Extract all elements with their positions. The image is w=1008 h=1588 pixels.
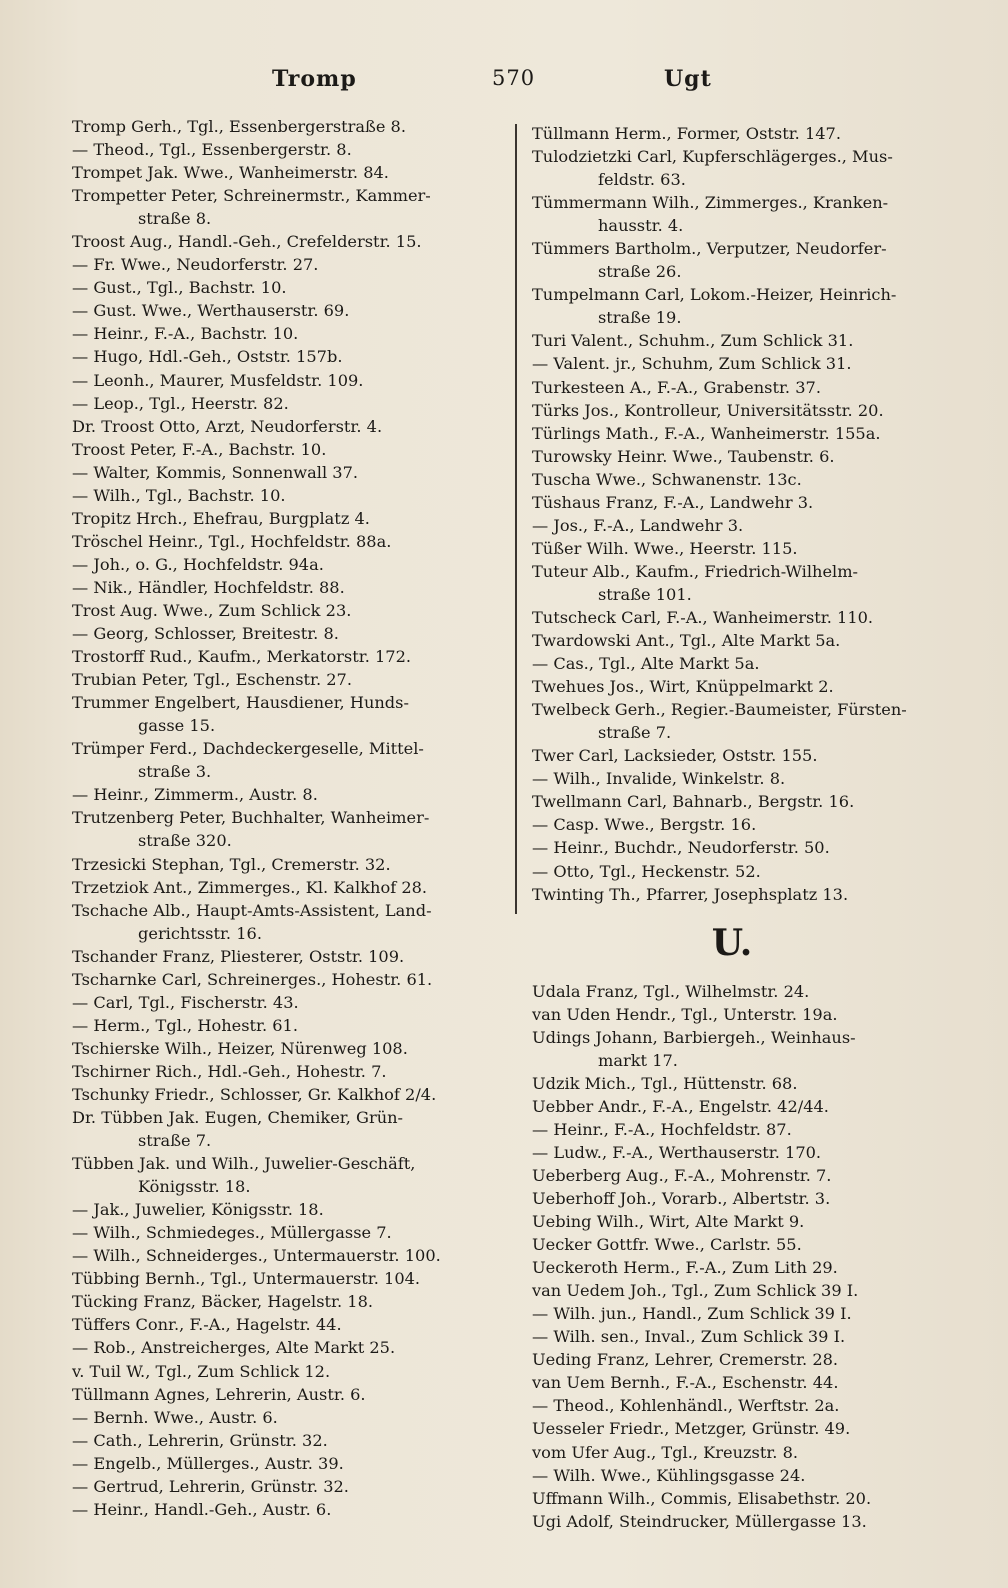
directory-entry: — Theod., Tgl., Essenbergerstr. 8.: [72, 140, 352, 160]
directory-entry: — Cas., Tgl., Alte Markt 5a.: [532, 654, 760, 674]
directory-entry: Tümmermann Wilh., Zimmerges., Kranken-: [532, 193, 889, 213]
directory-entry: Uebing Wilh., Wirt, Alte Markt 9.: [532, 1212, 805, 1232]
directory-entry: v. Tuil W., Tgl., Zum Schlick 12.: [72, 1361, 331, 1381]
directory-entry: van Uem Bernh., F.-A., Eschenstr. 44.: [532, 1373, 839, 1393]
directory-entry: Uecker Gottfr. Wwe., Carlstr. 55.: [532, 1235, 802, 1255]
directory-entry: — Leop., Tgl., Heerstr. 82.: [72, 393, 289, 413]
directory-entry: Dr. Tübben Jak. Eugen, Chemiker, Grün-: [72, 1108, 404, 1128]
header-right-catchword: Ugt: [664, 66, 712, 92]
directory-entry: Trummer Engelbert, Hausdiener, Hunds-: [72, 693, 409, 713]
directory-entry: Tschander Franz, Pliesterer, Oststr. 109.: [72, 946, 405, 966]
directory-entry: Tüffers Conr., F.-A., Hagelstr. 44.: [72, 1315, 342, 1335]
directory-entry: — Heinr., Zimmerm., Austr. 8.: [72, 785, 318, 805]
directory-entry: Trzetziok Ant., Zimmerges., Kl. Kalkhof 28.: [72, 877, 428, 897]
directory-entry-continuation: markt 17.: [598, 1050, 678, 1070]
directory-entry-continuation: straße 26.: [598, 262, 682, 282]
directory-entry: Turi Valent., Schuhm., Zum Schlick 31.: [532, 331, 854, 351]
directory-entry: — Wilh., Invalide, Winkelstr. 8.: [532, 769, 786, 789]
directory-entry: Tschirner Rich., Hdl.-Geh., Hohestr. 7.: [72, 1061, 387, 1081]
directory-entry: — Wilh., Schmiedeges., Müllergasse 7.: [72, 1223, 392, 1243]
directory-entry: Tübben Jak. und Wilh., Juwelier-Geschäft,: [72, 1154, 416, 1174]
directory-entry: — Casp. Wwe., Bergstr. 16.: [532, 815, 757, 835]
directory-entry: vom Ufer Aug., Tgl., Kreuzstr. 8.: [532, 1442, 799, 1462]
directory-entry: — Wilh. jun., Handl., Zum Schlick 39 I.: [532, 1304, 852, 1324]
directory-entry: Tüßer Wilh. Wwe., Heerstr. 115.: [532, 538, 798, 558]
directory-entry: — Otto, Tgl., Heckenstr. 52.: [532, 861, 761, 881]
directory-entry: Tropitz Hrch., Ehefrau, Burgplatz 4.: [72, 508, 370, 528]
directory-entry: — Gust., Tgl., Bachstr. 10.: [72, 278, 287, 298]
directory-entry-continuation: hausstr. 4.: [598, 216, 684, 236]
directory-entry: Trostorff Rud., Kaufm., Merkatorstr. 172.: [72, 647, 412, 667]
directory-entry: Trzesicki Stephan, Tgl., Cremerstr. 32.: [72, 854, 391, 874]
directory-entry: Tüllmann Herm., Former, Oststr. 147.: [532, 124, 841, 143]
directory-entry: Tulodzietzki Carl, Kupferschlägerges., Mus-: [532, 147, 893, 167]
directory-entry-continuation: gasse 15.: [138, 716, 216, 736]
directory-entry: Tüllmann Agnes, Lehrerin, Austr. 6.: [72, 1384, 366, 1404]
directory-entry: Udings Johann, Barbiergeh., Weinhaus-: [532, 1027, 856, 1047]
directory-entry: Tromp Gerh., Tgl., Essenbergerstraße 8.: [72, 117, 407, 136]
directory-entry: Tscharnke Carl, Schreinerges., Hohestr. 61.: [72, 969, 433, 989]
directory-entry-continuation: straße 101.: [598, 584, 692, 604]
directory-entry: Udzik Mich., Tgl., Hüttenstr. 68.: [532, 1073, 798, 1093]
directory-entry: Trompet Jak. Wwe., Wanheimerstr. 84.: [72, 163, 389, 183]
directory-entry: Tüshaus Franz, F.-A., Landwehr 3.: [532, 492, 814, 512]
directory-entry: Twardowski Ant., Tgl., Alte Markt 5a.: [532, 631, 841, 651]
directory-entry: Trutzenberg Peter, Buchhalter, Wanheimer-: [72, 808, 430, 828]
directory-entry: Ueding Franz, Lehrer, Cremerstr. 28.: [532, 1350, 839, 1370]
directory-entry: Trost Aug. Wwe., Zum Schlick 23.: [72, 600, 352, 620]
directory-entry: Tutscheck Carl, F.-A., Wanheimerstr. 110.: [532, 607, 874, 627]
running-header: [0, 66, 1008, 106]
right-column: [532, 122, 972, 1533]
directory-entry: Uebber Andr., F.-A., Engelstr. 42/44.: [532, 1096, 829, 1116]
directory-entry: — Valent. jr., Schuhm, Zum Schlick 31.: [532, 354, 852, 374]
directory-entry: — Ludw., F.-A., Werthauserstr. 170.: [532, 1142, 822, 1162]
directory-entry: Türks Jos., Kontrolleur, Universitätsstr. 20.: [532, 400, 884, 420]
directory-entry: Tücking Franz, Bäcker, Hagelstr. 18.: [72, 1292, 374, 1312]
directory-entry: — Engelb., Müllerges., Austr. 39.: [72, 1453, 344, 1473]
directory-entry: — Heinr., F.-A., Bachstr. 10.: [72, 324, 299, 344]
directory-entry: — Georg, Schlosser, Breitestr. 8.: [72, 624, 339, 644]
directory-entry: — Jak., Juwelier, Königsstr. 18.: [72, 1200, 324, 1220]
column-divider: [515, 124, 517, 914]
directory-entry: Turkesteen A., F.-A., Grabenstr. 37.: [532, 377, 821, 397]
directory-entry: Twellmann Carl, Bahnarb., Bergstr. 16.: [532, 792, 855, 812]
directory-entry: Twehues Jos., Wirt, Knüppelmarkt 2.: [532, 677, 834, 697]
directory-entry: Dr. Troost Otto, Arzt, Neudorferstr. 4.: [72, 416, 383, 436]
directory-entry: Türlings Math., F.-A., Wanheimerstr. 155a.: [532, 423, 881, 443]
directory-entry: — Heinr., Buchdr., Neudorferstr. 50.: [532, 838, 830, 858]
directory-entry-continuation: straße 19.: [598, 308, 682, 328]
directory-entry: Ugi Adolf, Steindrucker, Müllergasse 13.: [532, 1511, 867, 1531]
directory-entry: Tröschel Heinr., Tgl., Hochfeldstr. 88a.: [72, 531, 392, 551]
directory-entry: Ueckeroth Herm., F.-A., Zum Lith 29.: [532, 1258, 838, 1278]
directory-entry: — Carl, Tgl., Fischerstr. 43.: [72, 992, 299, 1012]
directory-entry: Uesseler Friedr., Metzger, Grünstr. 49.: [532, 1419, 851, 1439]
directory-entry: Tübbing Bernh., Tgl., Untermauerstr. 104.: [72, 1269, 421, 1289]
directory-entry: Ueberhoff Joh., Vorarb., Albertstr. 3.: [532, 1189, 831, 1209]
directory-entry: Tumpelmann Carl, Lokom.-Heizer, Heinrich-: [532, 285, 897, 305]
page-number: 570: [492, 66, 536, 90]
directory-entry: Turowsky Heinr. Wwe., Taubenstr. 6.: [532, 446, 835, 466]
directory-entry: — Herm., Tgl., Hohestr. 61.: [72, 1015, 298, 1035]
directory-entry: — Cath., Lehrerin, Grünstr. 32.: [72, 1430, 328, 1450]
directory-entry: — Wilh., Tgl., Bachstr. 10.: [72, 485, 286, 505]
directory-entry: — Joh., o. G., Hochfeldstr. 94a.: [72, 554, 324, 574]
left-column: [72, 115, 502, 1521]
directory-entry-continuation: Königsstr. 18.: [138, 1177, 251, 1197]
directory-entry: — Jos., F.-A., Landwehr 3.: [532, 515, 744, 535]
directory-entry-continuation: straße 8.: [138, 209, 212, 229]
directory-entry: Ueberberg Aug., F.-A., Mohrenstr. 7.: [532, 1165, 832, 1185]
directory-entry: — Leonh., Maurer, Musfeldstr. 109.: [72, 370, 364, 390]
directory-entry: — Fr. Wwe., Neudorferstr. 27.: [72, 255, 319, 275]
directory-entry: — Hugo, Hdl.-Geh., Oststr. 157b.: [72, 347, 343, 367]
directory-entry: Tschache Alb., Haupt-Amts-Assistent, Land-: [72, 900, 432, 920]
directory-entry: — Heinr., Handl.-Geh., Austr. 6.: [72, 1499, 332, 1519]
right-column-t-entries: [532, 122, 972, 906]
section-letter-heading: U.: [711, 921, 753, 964]
directory-entry: Tuscha Wwe., Schwanenstr. 13c.: [532, 469, 802, 489]
directory-entry: — Nik., Händler, Hochfeldstr. 88.: [72, 577, 345, 597]
directory-entry: Udala Franz, Tgl., Wilhelmstr. 24.: [532, 981, 810, 1001]
directory-entry: van Uden Hendr., Tgl., Unterstr. 19a.: [532, 1004, 838, 1024]
directory-entry: Trümper Ferd., Dachdeckergeselle, Mittel-: [72, 739, 424, 759]
directory-entry-continuation: straße 3.: [138, 762, 212, 782]
directory-entry-continuation: straße 7.: [138, 1131, 212, 1151]
directory-entry: Trompetter Peter, Schreinermstr., Kammer-: [72, 186, 431, 206]
directory-entry: Twer Carl, Lacksieder, Oststr. 155.: [532, 746, 818, 766]
directory-entry: — Gust. Wwe., Werthauserstr. 69.: [72, 301, 350, 321]
directory-entry: Trubian Peter, Tgl., Eschenstr. 27.: [72, 670, 352, 690]
directory-entry: Twelbeck Gerh., Regier.-Baumeister, Fürsten-: [532, 700, 907, 720]
directory-entry: van Uedem Joh., Tgl., Zum Schlick 39 I.: [532, 1281, 859, 1301]
directory-entry: Tschierske Wilh., Heizer, Nürenweg 108.: [72, 1038, 408, 1058]
directory-entry: Uffmann Wilh., Commis, Elisabethstr. 20.: [532, 1488, 872, 1508]
directory-entry: — Wilh. Wwe., Kühlingsgasse 24.: [532, 1465, 806, 1485]
directory-entry-continuation: straße 7.: [598, 723, 672, 743]
directory-entry-continuation: straße 320.: [138, 831, 232, 851]
directory-entry: — Walter, Kommis, Sonnenwall 37.: [72, 462, 359, 482]
directory-entry: — Heinr., F.-A., Hochfeldstr. 87.: [532, 1119, 792, 1139]
directory-entry: — Gertrud, Lehrerin, Grünstr. 32.: [72, 1476, 349, 1496]
directory-entry: — Wilh. sen., Inval., Zum Schlick 39 I.: [532, 1327, 846, 1347]
directory-entry: Troost Aug., Handl.-Geh., Crefelderstr. 15.: [72, 232, 422, 252]
directory-entry: — Theod., Kohlenhändl., Werftstr. 2a.: [532, 1396, 840, 1416]
directory-entry: Tümmers Bartholm., Verputzer, Neudorfer-: [532, 239, 887, 259]
directory-entry: Tschunky Friedr., Schlosser, Gr. Kalkhof 2/4.: [72, 1084, 437, 1104]
directory-entry-continuation: feldstr. 63.: [598, 170, 686, 190]
directory-entry: Tuteur Alb., Kaufm., Friedrich-Wilhelm-: [532, 561, 859, 581]
directory-entry: — Bernh. Wwe., Austr. 6.: [72, 1407, 278, 1427]
directory-entry: Troost Peter, F.-A., Bachstr. 10.: [72, 439, 327, 459]
directory-entry: — Wilh., Schneiderges., Untermauerstr. 100.: [72, 1246, 441, 1266]
directory-entry: — Rob., Anstreicherges, Alte Markt 25.: [72, 1338, 396, 1358]
directory-entry-continuation: gerichtsstr. 16.: [138, 923, 262, 943]
right-column-u-entries: [532, 980, 972, 1533]
header-left-catchword: Tromp: [272, 66, 357, 92]
directory-entry: Twinting Th., Pfarrer, Josephsplatz 13.: [532, 884, 849, 904]
